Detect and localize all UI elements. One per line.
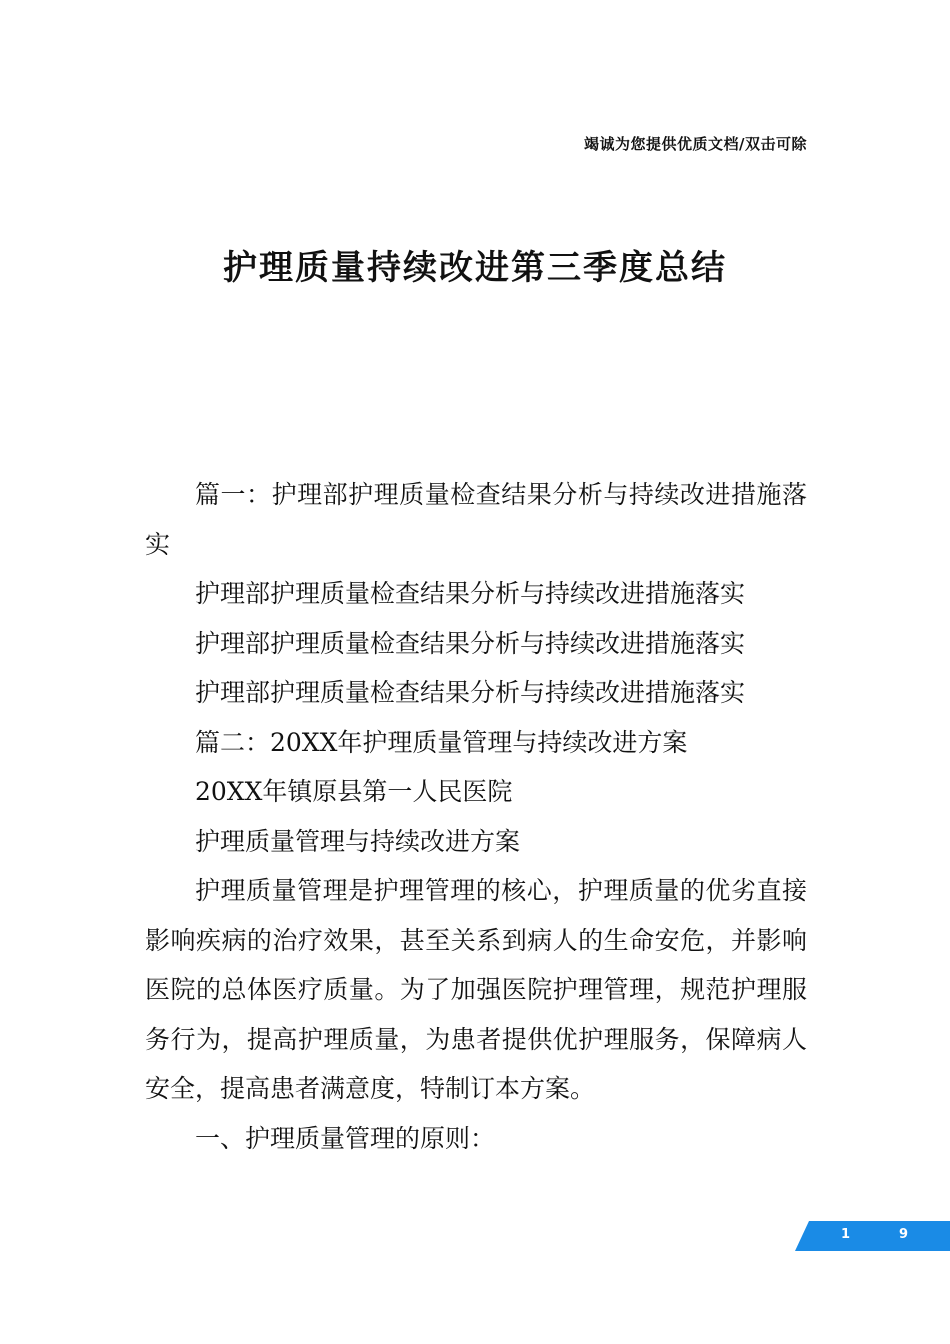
paragraph: 篇一：护理部护理质量检查结果分析与持续改进措施落实 bbox=[145, 480, 807, 559]
paragraph: 护理质量管理与持续改进方案 bbox=[195, 826, 521, 856]
page-tab-shape bbox=[795, 1221, 950, 1251]
current-page-number: 1 bbox=[841, 1227, 851, 1242]
header-note: 竭诚为您提供优质文档/双击可除 bbox=[584, 135, 807, 153]
paragraph: 20XX年镇原县第一人民医院 bbox=[195, 777, 513, 806]
paragraph: 护理部护理质量检查结果分析与持续改进措施落实 bbox=[195, 628, 746, 658]
paragraph: 护理部护理质量检查结果分析与持续改进措施落实 bbox=[195, 579, 746, 608]
page-indicator bbox=[795, 1221, 950, 1251]
document-body bbox=[145, 470, 807, 1163]
document-title: 护理质量持续改进第三季度总结 bbox=[223, 248, 727, 288]
paragraph: 护理部护理质量检查结果分析与持续改进措施落实 bbox=[195, 678, 746, 707]
paragraph: 篇二：20XX年护理质量管理与持续改进方案 bbox=[195, 727, 688, 757]
total-page-number: 9 bbox=[899, 1227, 909, 1242]
paragraph: 一、护理质量管理的原则： bbox=[195, 1123, 496, 1153]
paragraph: 护理质量管理是护理管理的核心，护理质量的优劣直接影响疾病的治疗效果，甚至关系到病人的生命安危，并影响医院的总体医疗质量。为了加强医院护理管理，规范护理服务行为，提高护理质量，为患者提供优护理服务，保障病人安全，提高患者满意度，特制订本方案。 bbox=[145, 876, 807, 1103]
